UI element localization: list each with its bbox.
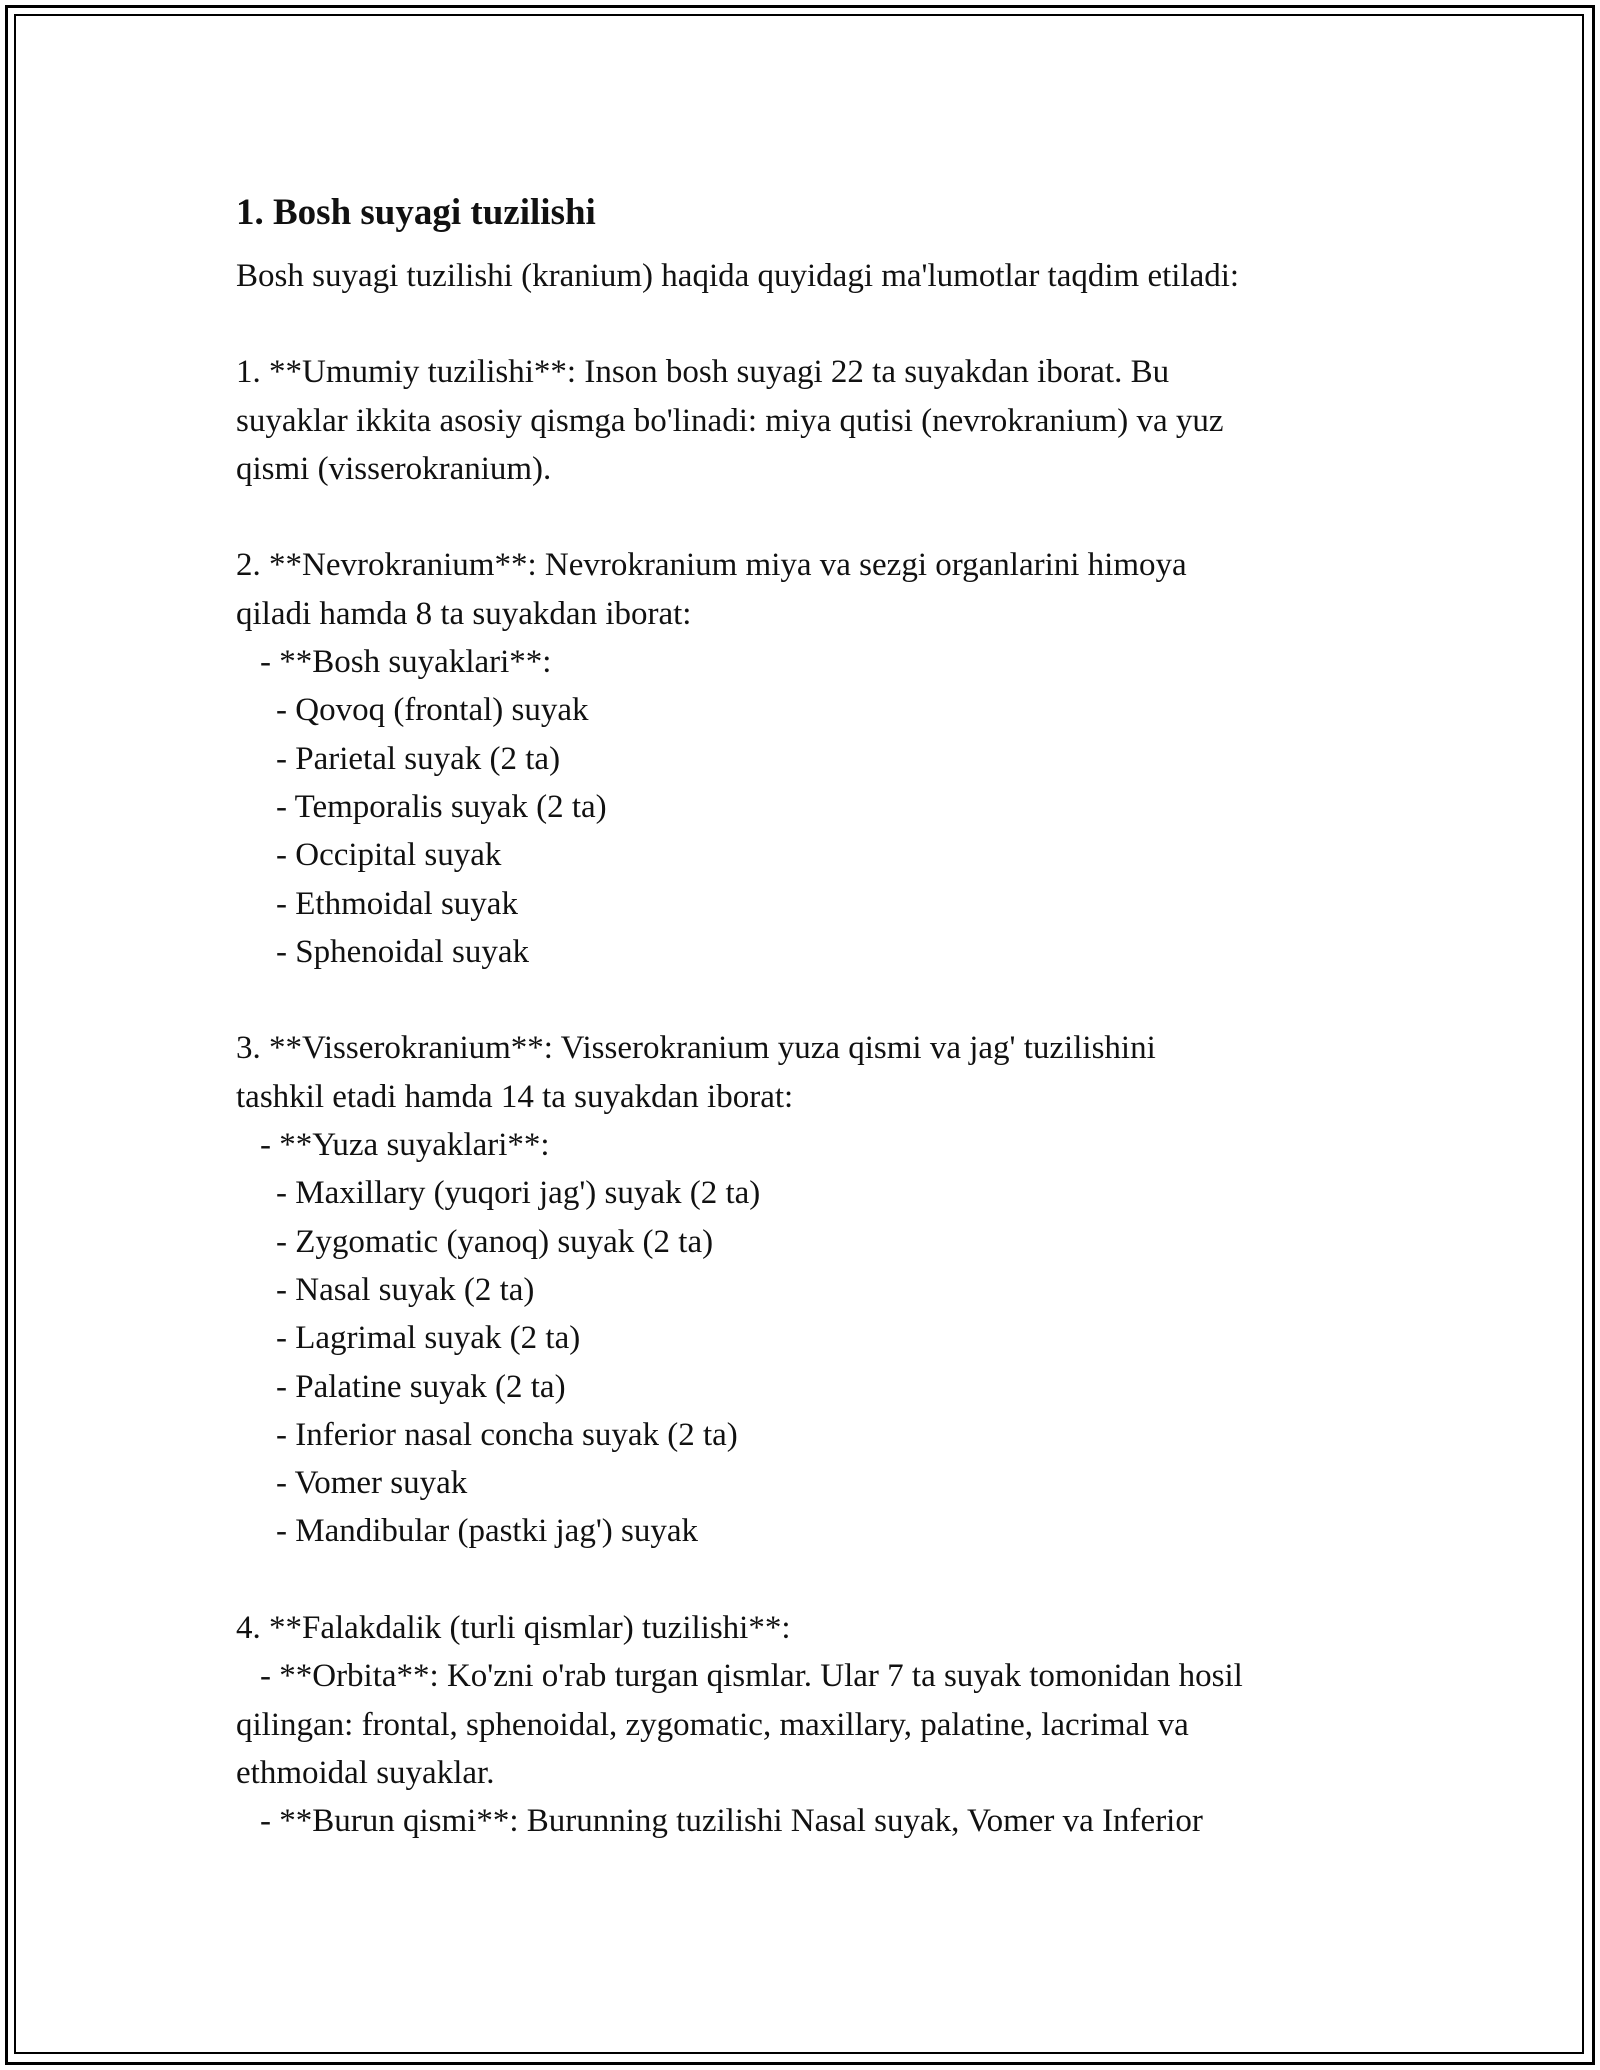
text-line: - Inferior nasal concha suyak (2 ta) [276, 1416, 738, 1453]
text-line: - **Yuza suyaklari**: [260, 1127, 550, 1164]
text-line: qiladi hamda 8 ta suyakdan iborat: [236, 595, 692, 632]
text-line: 1. **Umumiy tuzilishi**: Inson bosh suyagi 22 ta suyakdan iborat. Bu [236, 354, 1170, 391]
text-line: 4. **Falakdalik (turli qismlar) tuzilishi**: [236, 1610, 791, 1647]
text-line: - Sphenoidal suyak [276, 933, 529, 970]
text-line: - Vomer suyak [276, 1465, 468, 1502]
text-line: 2. **Nevrokranium**: Nevrokranium miya va sezgi organlarini himoya [236, 547, 1187, 584]
text-line: - Maxillary (yuqori jag') suyak (2 ta) [276, 1175, 761, 1212]
text-line: - Temporalis suyak (2 ta) [276, 788, 607, 825]
text-line: - Qovoq (frontal) suyak [276, 692, 589, 729]
text-line: - **Bosh suyaklari**: [260, 644, 552, 681]
text-line: - **Burun qismi**: Burunning tuzilishi Nasal suyak, Vomer va Inferior [260, 1803, 1203, 1840]
text-line: - Parietal suyak (2 ta) [276, 740, 561, 777]
blank-line [236, 1556, 1386, 1604]
blank-line [236, 976, 1386, 1024]
text-line: - Palatine suyak (2 ta) [276, 1368, 566, 1405]
document-body [236, 186, 1386, 1846]
text-line: - Mandibular (pastki jag') suyak [276, 1513, 699, 1550]
intro-paragraph: Bosh suyagi tuzilishi (kranium) haqida quyidagi ma'lumotlar taqdim etiladi: [236, 258, 1240, 294]
text-line: qilingan: frontal, sphenoidal, zygomatic, maxillary, palatine, lacrimal va [236, 1706, 1189, 1743]
text-line: suyaklar ikkita asosiy qismga bo'linadi: miya qutisi (nevrokranium) va yuz [236, 402, 1224, 439]
section-heading: 1. Bosh suyagi tuzilishi [236, 192, 596, 233]
text-line: - Nasal suyak (2 ta) [276, 1271, 535, 1308]
text-line: 3. **Visserokranium**: Visserokranium yuza qismi va jag' tuzilishini [236, 1030, 1156, 1067]
blank-line [236, 493, 1386, 541]
blank-line [236, 300, 1386, 348]
text-line: qismi (visserokranium). [236, 450, 552, 487]
text-line: ethmoidal suyaklar. [236, 1754, 495, 1791]
text-line: - Lagrimal suyak (2 ta) [276, 1320, 581, 1357]
text-line: - **Orbita**: Ko'zni o'rab turgan qismlar. Ular 7 ta suyak tomonidan hosil [260, 1658, 1243, 1695]
content-lines [236, 300, 1386, 1846]
text-line: - Ethmoidal suyak [276, 885, 518, 922]
text-line: - Occipital suyak [276, 837, 502, 874]
text-line: - Zygomatic (yanoq) suyak (2 ta) [276, 1223, 714, 1260]
text-line: tashkil etadi hamda 14 ta suyakdan iborat: [236, 1078, 794, 1115]
